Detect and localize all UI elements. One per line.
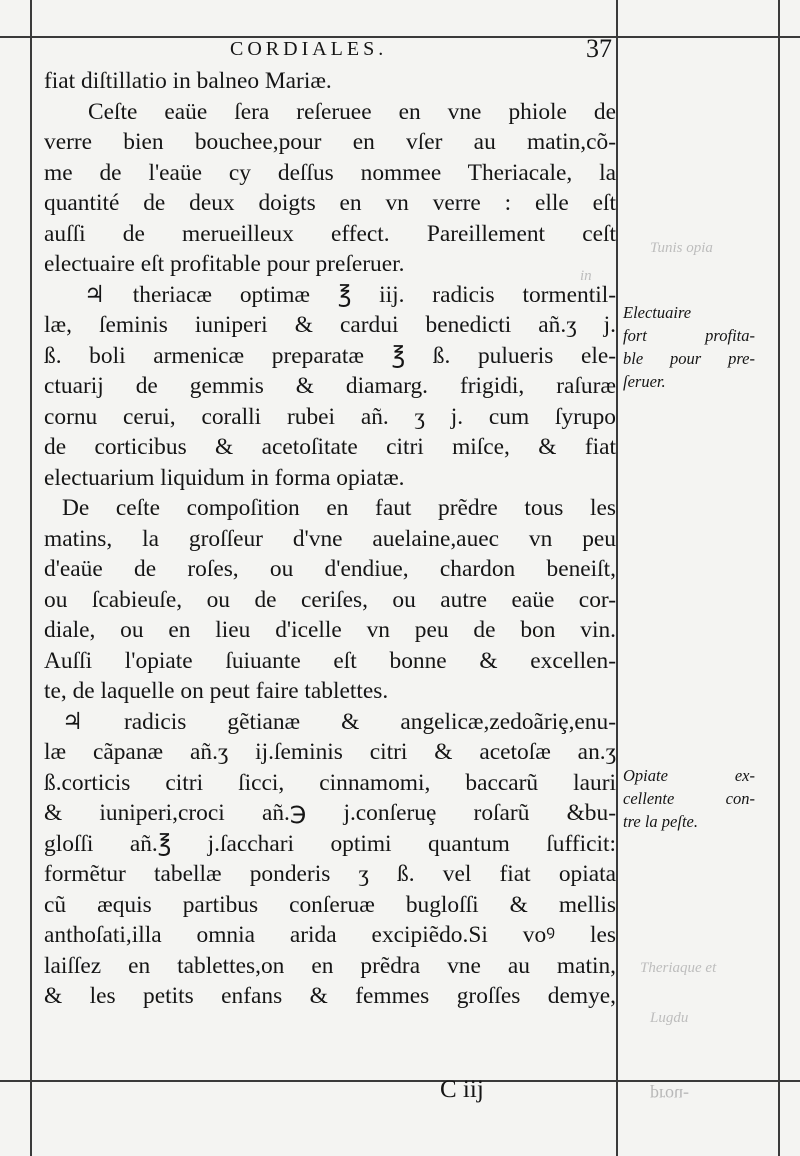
margin-note-opiate [623,764,755,833]
text-line: electuaire eſt profitable pour preſeruer. [44,251,405,277]
margin-note-electuaire [623,301,755,393]
text-line: me de l'eaüe cy deſſus nommee Theriacale, la [44,159,616,186]
signature-mark: C iij [440,1076,484,1103]
text-line: ♃ theriacæ optimæ ℥ iij. radicis tormentil- [84,281,616,308]
text-line: laiſſez en tablettes,on en prẽdra vne au matin, [44,952,616,979]
text-line: ß. boli armenicæ preparatæ ℥ ß. pulueris ele- [44,342,616,369]
text-line: læ, ſeminis iuniperi & cardui benedicti añ.ʒ j. [44,312,616,338]
text-line: fiat diſtillatio in balneo Mariæ. [44,68,332,94]
text-line: ♃ radicis gẽtianæ & angelicæ,zedoãriȩ,enu- [62,708,616,735]
text-line: diale, ou en lieu d'icelle vn peu de bon vin. [44,617,616,643]
bleed-through-mark: in [580,268,592,284]
text-line: & les petits enfans & femmes groſſes demye, [44,983,616,1009]
margin-note-line: fort profita- [623,326,755,345]
text-line: De ceſte compoſition en faut prẽdre tous les [62,495,616,521]
left-margin-rule [30,0,32,1156]
text-line: d'eaüe de roſes, ou d'endiue, chardon beneiſt, [44,556,616,582]
text-line: cũ æquis partibus conſeruæ bugloſſi & mellis [44,891,616,918]
text-line: ou ſcabieuſe, ou de ceriſes, ou autre eaüe cor- [44,586,616,613]
text-line: Ceſte eaüe ſera reſeruee en vne phiole de [88,98,616,125]
text-line: gloſſi añ.℥ j.ſacchari optimi quantum ſufficit: [44,830,616,857]
text-line: formẽtur tabellæ ponderis ʒ ß. vel fiat opiata [44,861,616,887]
text-line: anthoſati,illa omnia arida excipiẽdo.Si voꝰ les [44,922,616,948]
text-line: auſſi de merueilleux effect. Pareillement ceſt [44,220,616,247]
text-line: quantité de deux doigts en vn verre : elle eſt [44,190,616,216]
text-line: ß.corticis citri ſicci, cinnamomi, baccarũ lauri [44,769,616,796]
page-number: 37 [586,34,612,63]
text-line: læ cãpanæ añ.ʒ ij.ſeminis citri & acetoſæ an.ʒ [44,739,616,765]
bottom-rule [0,1080,800,1082]
text-line: & iuniperi,croci añ.℈ j.conſeruȩ roſarũ &bu- [44,800,616,826]
text-line: ctuarij de gemmis & diamarg. frigidi, raſuræ [44,373,616,399]
margin-note-line: tre la peſte. [623,812,698,831]
margin-note-line: Electuaire [623,303,692,322]
catchword: prou- [650,1085,689,1105]
text-line: verre bien bouchee,pour en vſer au matin,cõ- [44,129,616,155]
right-margin-rule [778,0,780,1156]
page-header [230,34,614,66]
main-text-block [44,66,616,1012]
bleed-through-mark: Lugdu [650,1010,689,1026]
text-line: cornu cerui, coralli rubei añ. ʒ j. cum ſyrupo [44,403,616,430]
margin-note-line: ſeruer. [623,372,666,391]
text-line: Auſſi l'opiate ſuiuante eſt bonne & excellen- [44,647,616,674]
text-line: te, de laquelle on peut faire tablettes. [44,678,389,704]
running-head: CORDIALES. [230,38,388,60]
margin-note-line: Opiate ex- [623,766,755,785]
text-line: matins, la groſſeur d'vne auelaine,auec vn peu [44,525,616,552]
margin-note-line: ble pour pre- [623,349,755,368]
bleed-through-mark: Tunis opia [650,240,713,256]
margin-note-line: cellente con- [623,789,755,808]
text-line: de corticibus & acetoſitate citri miſce, & fiat [44,434,616,460]
text-line: electuarium liquidum in forma opiatæ. [44,464,405,491]
text-margin-rule [616,0,618,1156]
bleed-through-mark: Theriaque et [640,960,717,976]
